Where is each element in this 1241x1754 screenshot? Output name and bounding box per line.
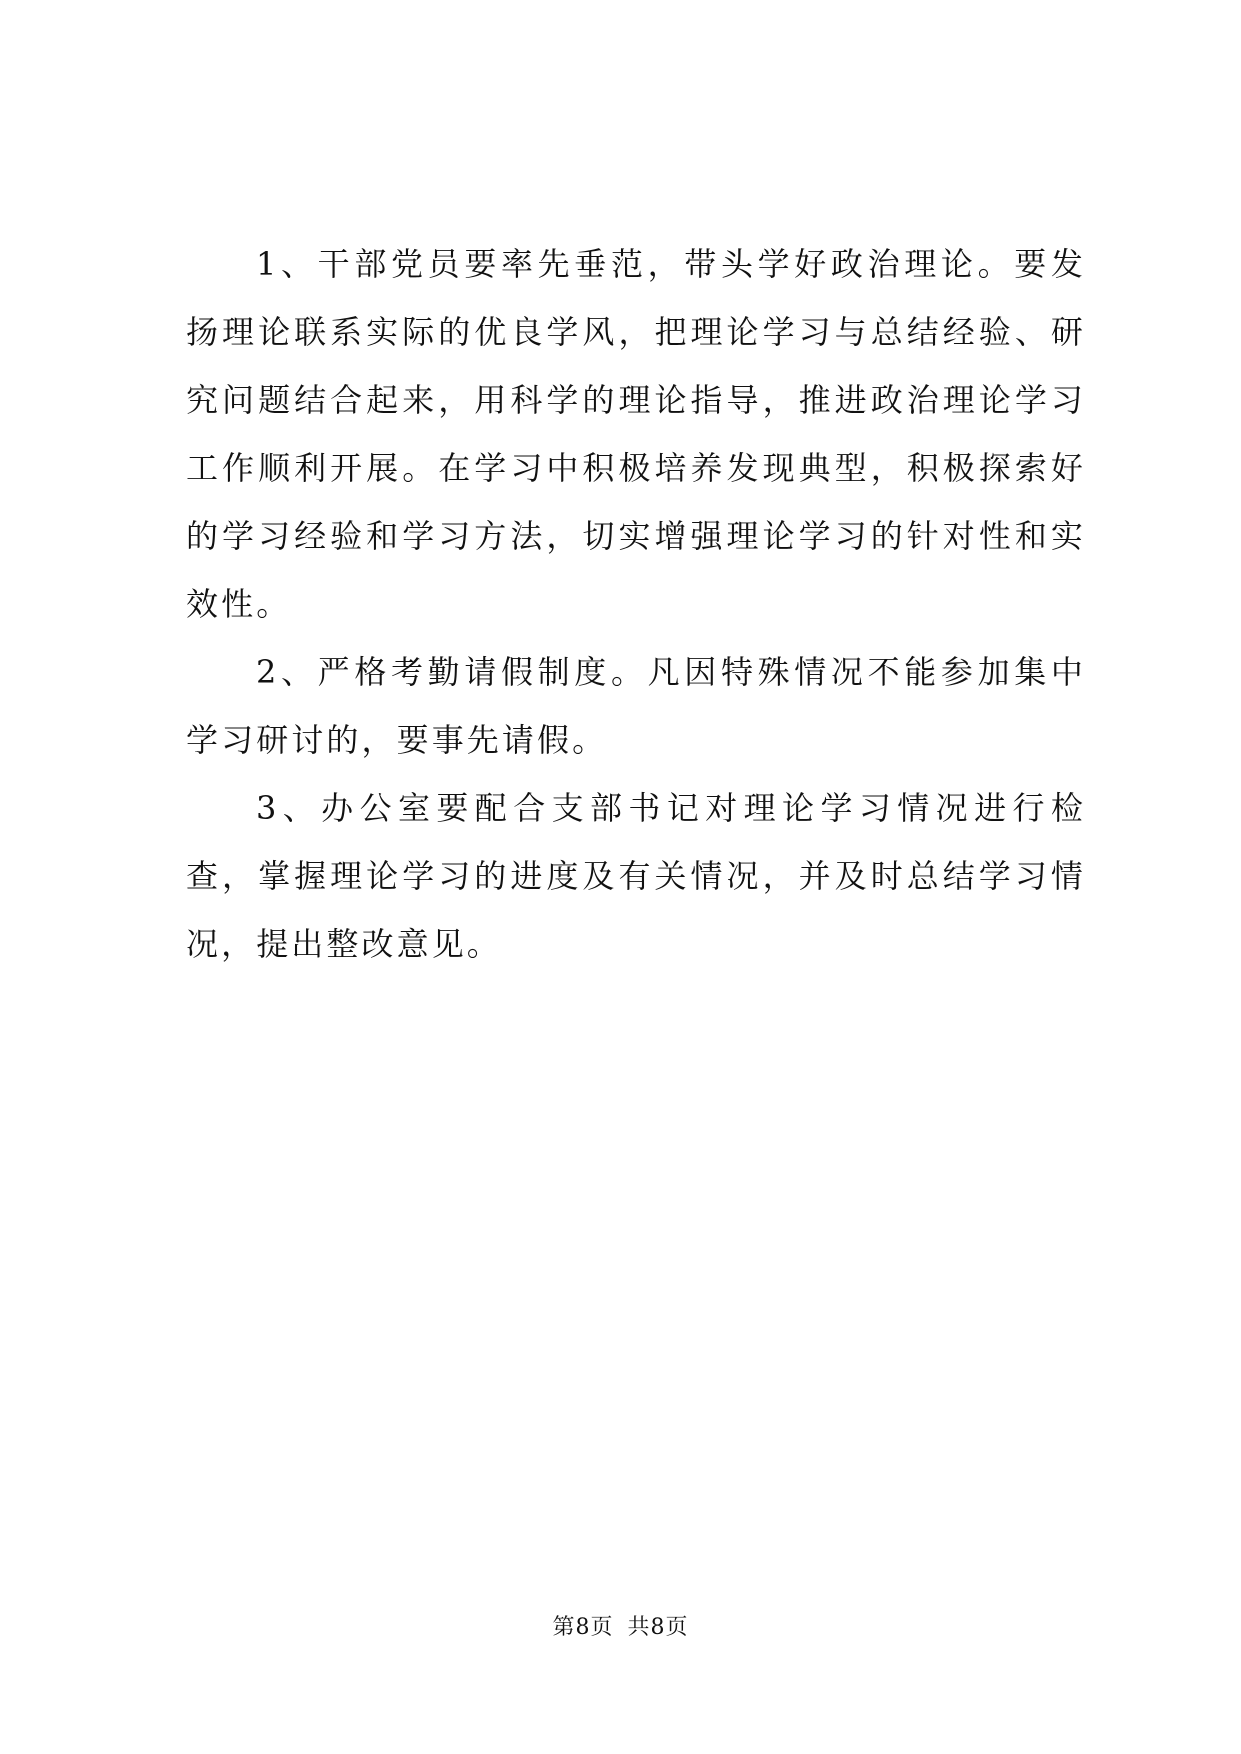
paragraph-2: 2、严格考勤请假制度。凡因特殊情况不能参加集中学习研讨的，要事先请假。 [186, 653, 1086, 759]
page-number-current: 第8页 [552, 1615, 614, 1640]
page-footer [0, 1610, 1241, 1641]
page-number-total: 共8页 [627, 1615, 689, 1640]
paragraph-3: 3、办公室要配合支部书记对理论学习情况进行检查，掌握理论学习的进度及有关情况，并及时总结学习情况，提出整改意见。 [186, 789, 1086, 963]
paragraph-1: 1、干部党员要率先垂范，带头学好政治理论。要发扬理论联系实际的优良学风，把理论学习与总结经验、研究问题结合起来，用科学的理论指导，推进政治理论学习工作顺利开展。在学习中积极培养发现典型，积极探索好的学习经验和学习方法，切实增强理论学习的针对性和实效性。 [186, 245, 1086, 623]
document-body [186, 230, 1086, 978]
